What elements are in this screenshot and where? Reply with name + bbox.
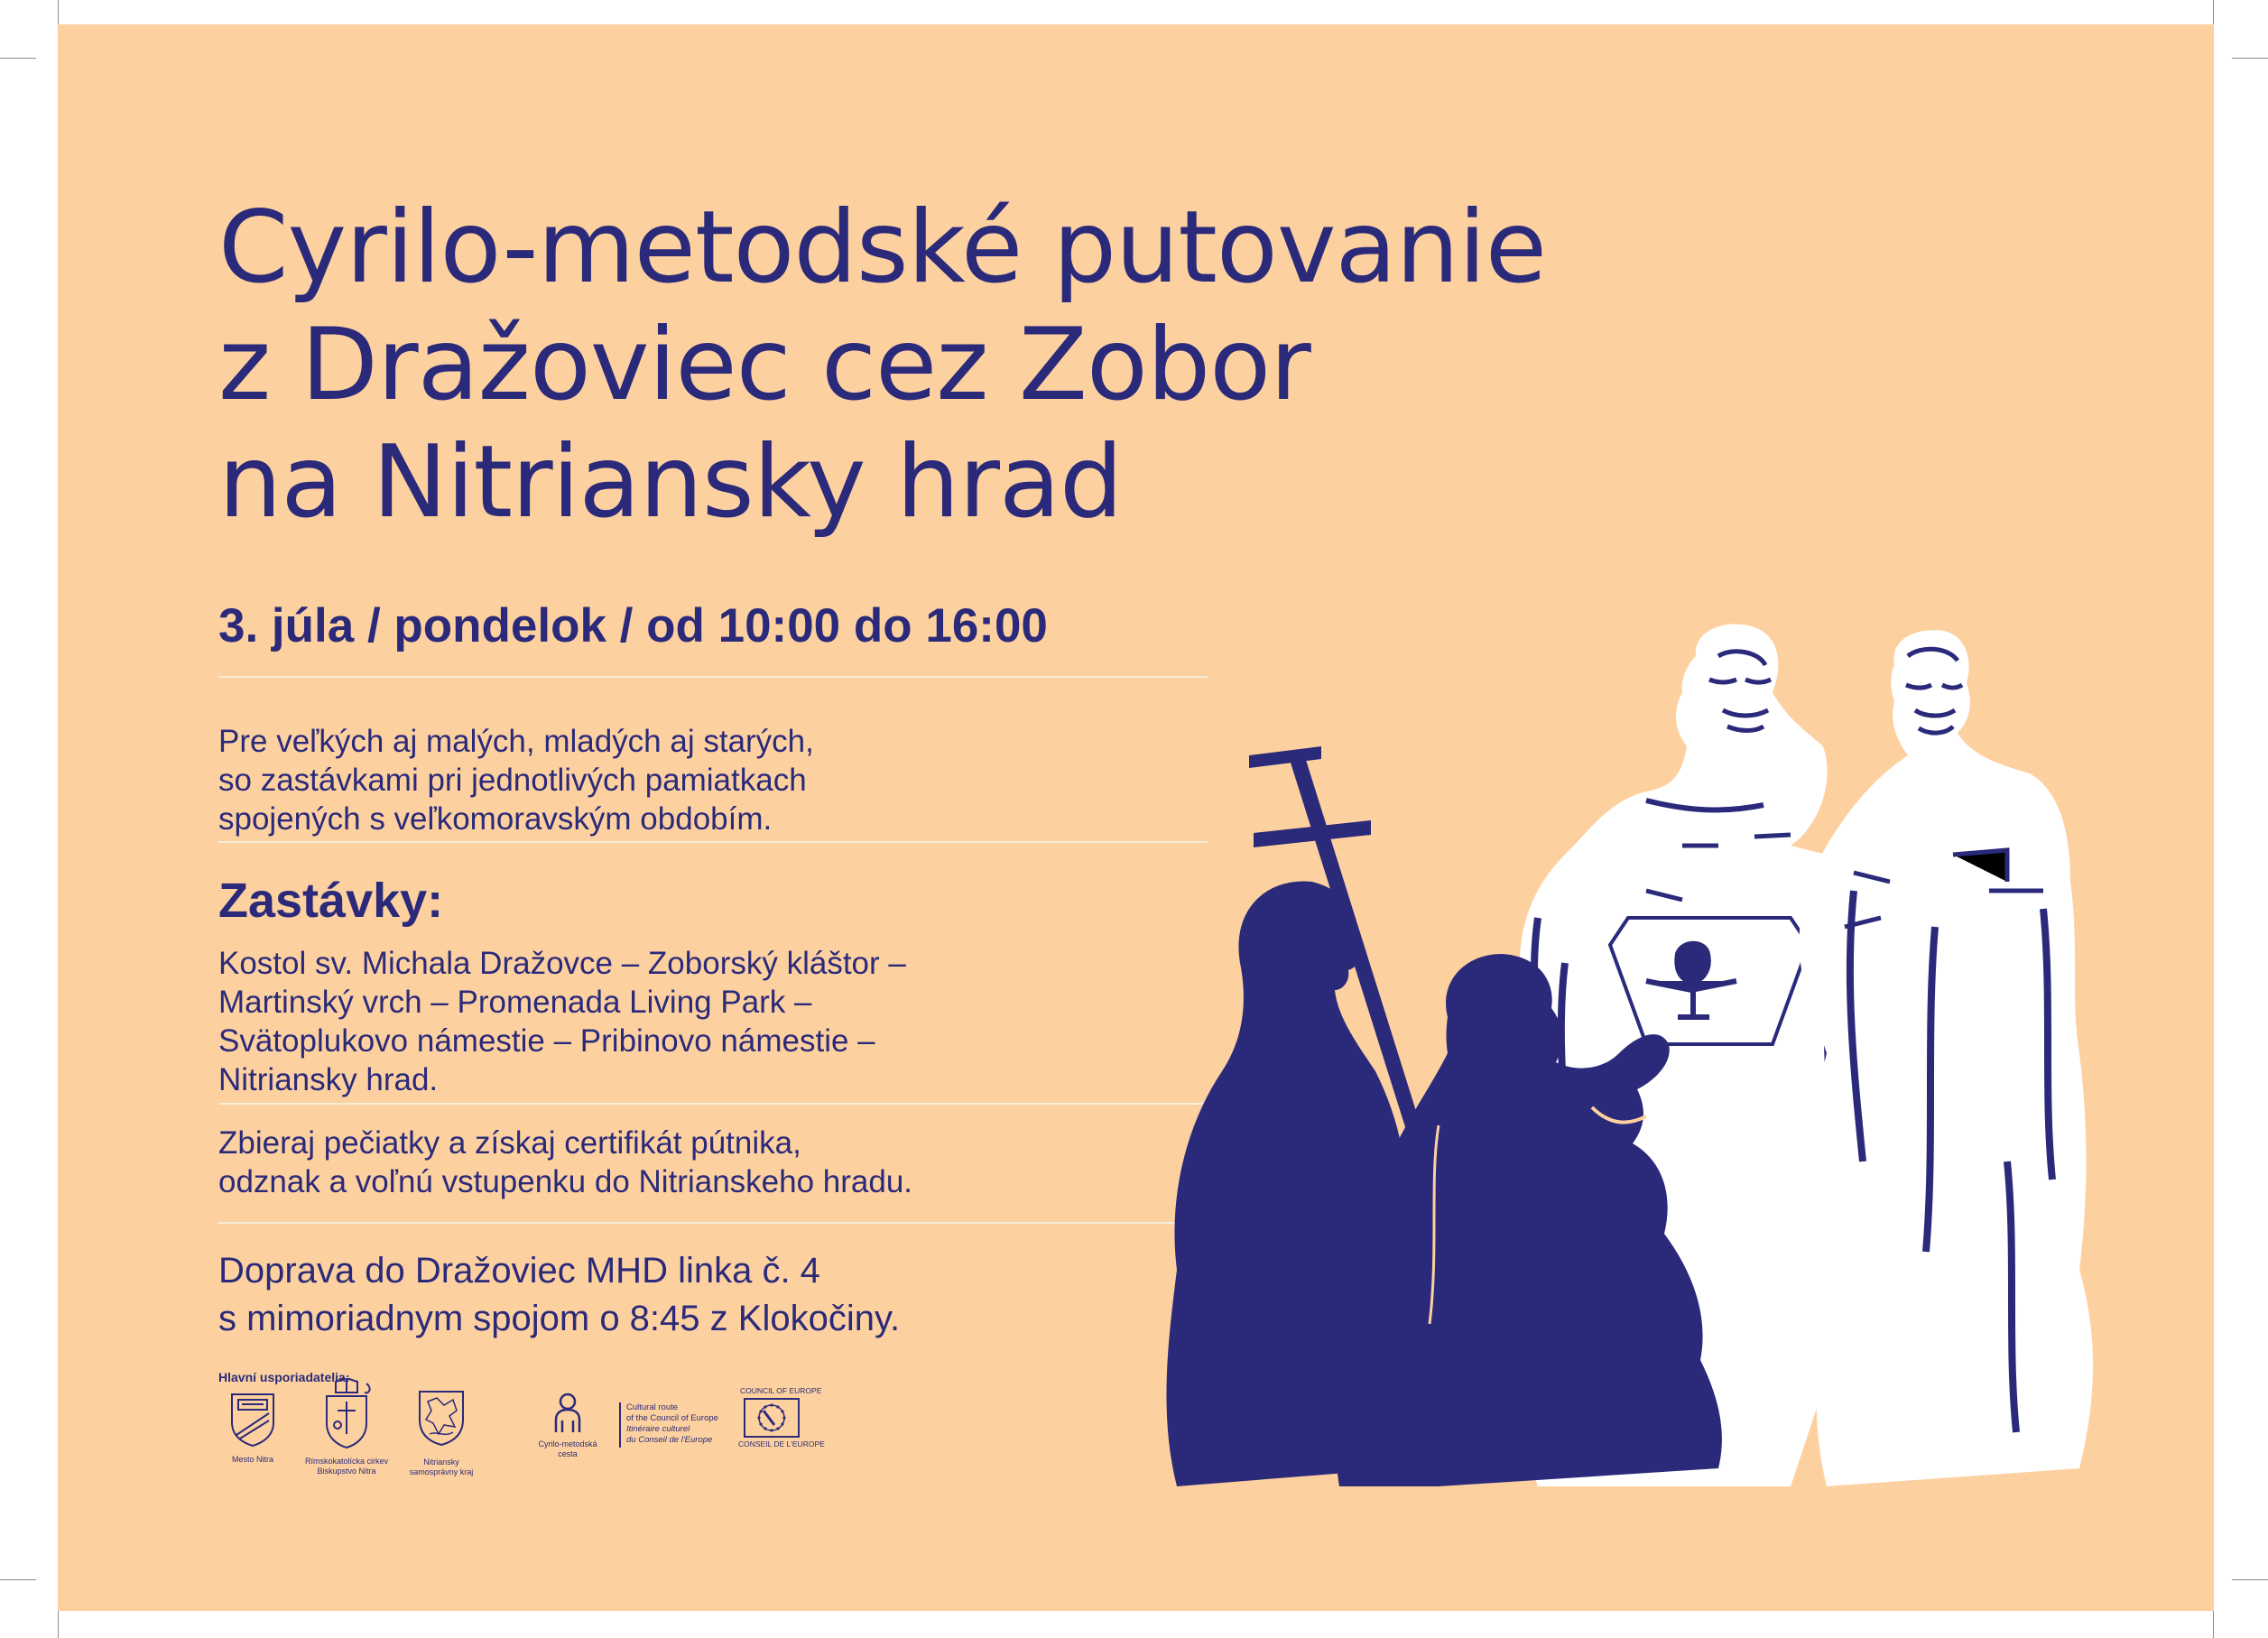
stops-line: Svätoplukovo námestie – Pribinovo námestie – xyxy=(218,1023,875,1059)
transport-line: s mimoriadnym spojom o 8:45 z Klokočiny. xyxy=(218,1299,901,1338)
council-of-europe-icon xyxy=(744,1398,800,1438)
stops-list xyxy=(218,944,906,1099)
city-coat-of-arms-icon xyxy=(229,1392,276,1448)
saints-statue-illustration xyxy=(1141,620,2179,1522)
cyril-methodius-route-icon xyxy=(552,1393,583,1434)
logo-caption-line: Nitriansky xyxy=(423,1458,459,1467)
council-top-text: COUNCIL OF EUROPE xyxy=(740,1386,822,1395)
route-text-line: of the Council of Europe xyxy=(626,1413,718,1423)
crop-mark xyxy=(0,1579,36,1580)
transport-line: Doprava do Dražoviec MHD linka č. 4 xyxy=(218,1251,820,1291)
logo-caption xyxy=(523,1439,613,1459)
crop-mark xyxy=(2232,1579,2268,1580)
stops-line: Nitriansky hrad. xyxy=(218,1062,439,1097)
event-date: 3. júla / pondelok / od 10:00 do 16:00 xyxy=(218,599,1048,652)
route-text-line: Cultural route xyxy=(626,1402,679,1412)
poster-title xyxy=(218,190,1933,541)
logo-caption xyxy=(296,1457,397,1476)
logo-caption xyxy=(217,1455,289,1465)
stops-line: Martinský vrch – Promenada Living Park – xyxy=(218,985,812,1020)
crop-mark xyxy=(2232,58,2268,59)
collect-text xyxy=(218,1124,912,1201)
title-line: na Nitriansky hrad xyxy=(218,424,1123,541)
logo-caption-line: Mesto Nitra xyxy=(231,1455,273,1464)
organizers-heading: Hlavní usporiadatelia: xyxy=(218,1370,350,1384)
logo-caption-line: Biskupstvo Nitra xyxy=(317,1467,376,1476)
saint-methodius-figure xyxy=(1800,630,2093,1486)
logo-caption xyxy=(392,1458,491,1477)
collect-line: Zbieraj pečiatky a získaj certifikát pútnika, xyxy=(218,1125,801,1161)
logo-caption-line: Rímskokatolícka cirkev xyxy=(304,1457,389,1466)
collect-line: odznak a voľnú vstupenku do Nitrianskeho hradu. xyxy=(218,1164,913,1199)
crop-mark xyxy=(0,58,36,59)
diocese-coat-of-arms-icon xyxy=(319,1378,374,1448)
intro-text xyxy=(218,722,814,838)
title-line: Cyrilo-metodské putovanie xyxy=(218,190,1547,306)
logo-caption-line: cesta xyxy=(558,1449,578,1458)
region-coat-of-arms-icon xyxy=(417,1389,466,1447)
intro-line: Pre veľkých aj malých, mladých aj starých, xyxy=(218,724,814,759)
transport-text xyxy=(218,1247,900,1343)
route-text-line: Itinéraire culturel xyxy=(626,1424,690,1434)
intro-line: spojených s veľkomoravským obdobím. xyxy=(218,801,773,837)
divider xyxy=(218,1103,1208,1105)
logo-caption-line: Cyrilo-metodská xyxy=(538,1439,597,1448)
title-line: z Dražoviec cez Zobor xyxy=(218,307,1310,423)
route-text-line: du Conseil de l'Europe xyxy=(626,1435,713,1445)
divider xyxy=(218,676,1208,678)
route-divider xyxy=(619,1402,621,1448)
council-bottom-text: CONSEIL DE L'EUROPE xyxy=(738,1439,825,1448)
intro-line: so zastávkami pri jednotlivých pamiatkach xyxy=(218,763,807,798)
divider xyxy=(218,841,1208,843)
divider xyxy=(218,1222,1208,1224)
poster xyxy=(58,24,2214,1611)
logo-caption-line: samosprávny kraj xyxy=(409,1467,474,1476)
stops-heading: Zastávky: xyxy=(218,874,444,928)
cultural-route-text xyxy=(626,1402,718,1446)
stops-line: Kostol sv. Michala Dražovce – Zoborský kláštor – xyxy=(218,946,906,981)
